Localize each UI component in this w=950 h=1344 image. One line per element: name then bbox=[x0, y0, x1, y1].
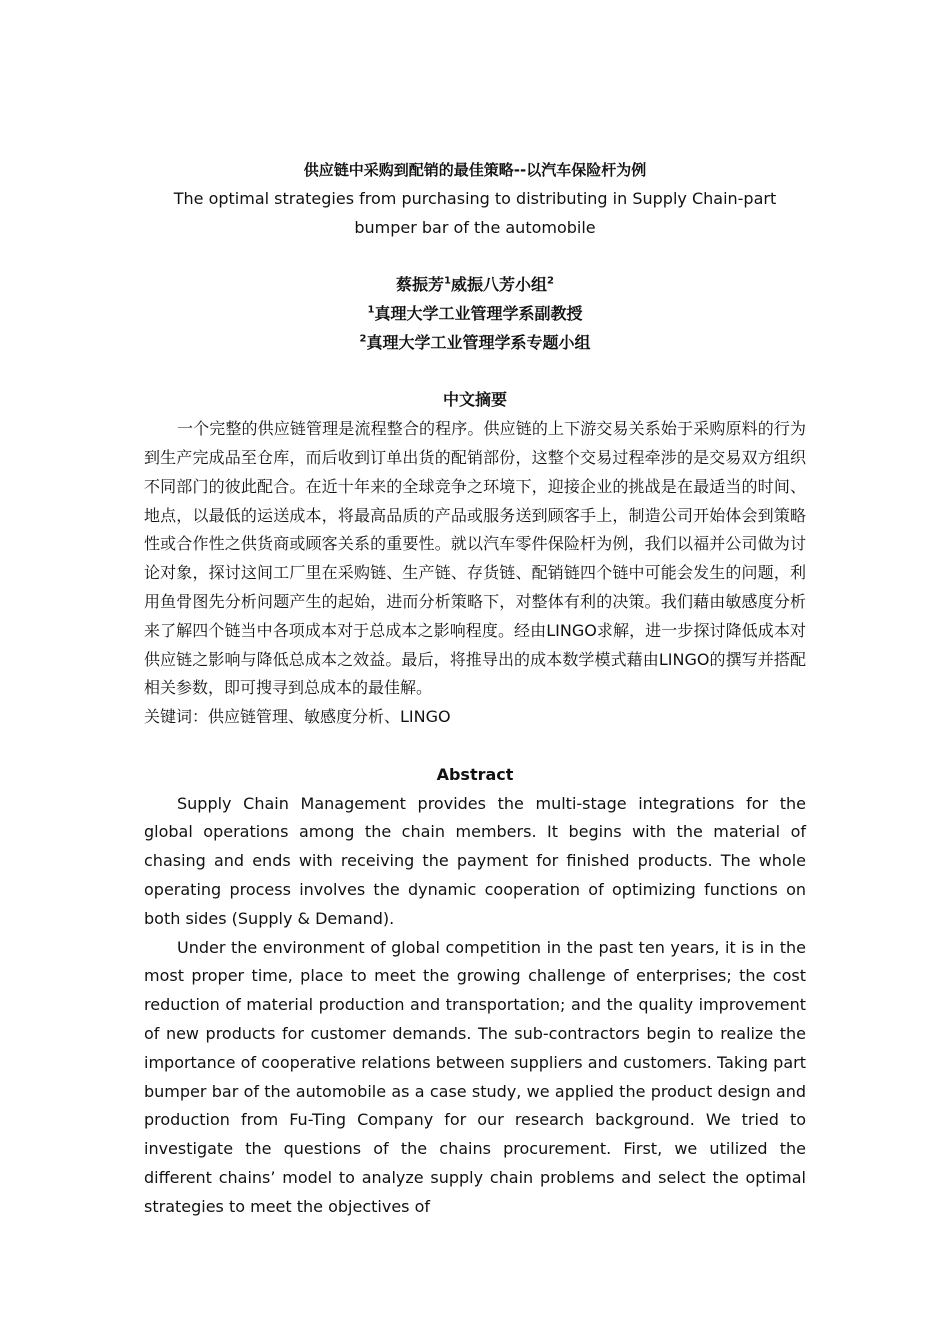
english-abstract-paragraph-2: Under the environment of global competition in the past ten years, it is in the most proper time, place to meet the growing challenge of enterprises; the cost reduction of material production and transportation; and the quality improvement of new products for customer demands. The sub-contractors begin to realize the importance of cooperative relations between suppliers and customers. Taking part bumper bar of the automobile as a case study, we applied the product design and production from Fu-Ting Company for our research background. We tried to investigate the questions of the chains procurement. First, we utilized the different chains’ model to analyze supply chain problems and select the optimal strategies to meet the objectives of bbox=[144, 937, 806, 1216]
author-name-1: 蔡振芳 bbox=[396, 275, 445, 295]
english-title-line-2: bumper bar of the automobile bbox=[354, 217, 596, 237]
chinese-abstract-body: 一个完整的供应链管理是流程整合的程序。供应链的上下游交易关系始于采购原料的行为到生产完成品至仓库，而后收到订单出货的配销部份，这整个交易过程牵涉的是交易双方组织不同部门的彼此配合。在近十年来的全球竞争之环境下，迎接企业的挑战是在最适当的时间、地点，以最低的运送成本，将最高品质的产品或服务送到顾客手上，制造公司开始体会到策略性或合作性之供货商或顾客关系的重要性。就以汽车零件保险杆为例，我们以福并公司做为讨论对象，探讨这间工厂里在采购链、生产链、存货链、配销链四个链中可能会发生的问题，利用鱼骨图先分析问题产生的起始，进而分析策略下，对整体有利的决策。我们藉由敏感度分析来了解四个链当中各项成本对于总成本之影响程度。经由LINGO求解，进一步探讨降低成本对供应链之影响与降低总成本之效益。最后，将推导出的成本数学模式藉由LINGO的撰写并搭配相关参数，即可搜寻到总成本的最佳解。 bbox=[144, 419, 806, 698]
affiliation-sup-1: 1 bbox=[367, 304, 375, 316]
affiliation-sup-2: 2 bbox=[359, 333, 367, 345]
spacer bbox=[144, 242, 806, 271]
english-abstract-paragraph-1: Supply Chain Management provides the multi-stage integrations for the global operations among the chain members. It begins with the material of chasing and ends with receiving the payment for finished products. The whole operating process involves the dynamic cooperation of optimizing functions on both sides (Supply & Demand). bbox=[144, 793, 806, 928]
author-sup-2: 2 bbox=[547, 275, 554, 287]
affiliation-2 bbox=[144, 329, 806, 358]
affiliation-1 bbox=[144, 300, 806, 329]
chinese-title: 供应链中采购到配销的最佳策略--以汽车保险杆为例 bbox=[303, 161, 647, 179]
spacer bbox=[144, 358, 806, 387]
english-title-line-1: The optimal strategies from purchasing to distributing in Supply Chain-part bbox=[173, 188, 777, 208]
affiliation-text-2: 真理大学工业管理学系专题小组 bbox=[366, 332, 591, 352]
author-line bbox=[144, 271, 806, 300]
paper-page bbox=[144, 156, 806, 1221]
english-abstract-heading: Abstract bbox=[436, 764, 514, 784]
chinese-keywords: 关键词：供应链管理、敏感度分析、LINGO bbox=[144, 707, 451, 727]
chinese-abstract-heading: 中文摘要 bbox=[442, 390, 507, 410]
author-name-2: 威振八芳小组 bbox=[451, 275, 548, 295]
spacer bbox=[144, 732, 806, 761]
affiliation-text-1: 真理大学工业管理学系副教授 bbox=[374, 303, 583, 323]
author-sup-1: 1 bbox=[444, 275, 451, 287]
